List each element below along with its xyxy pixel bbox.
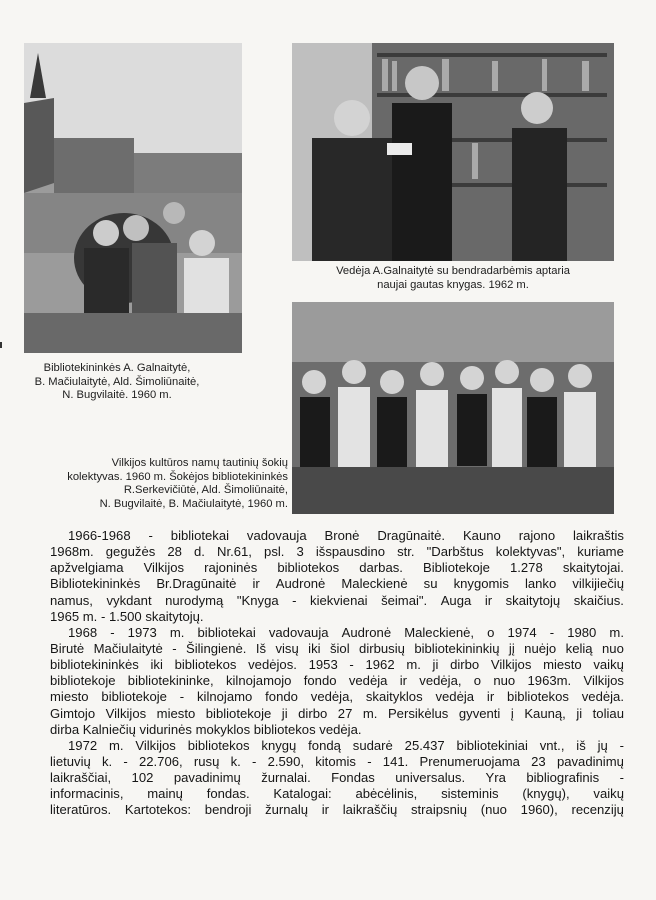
photo-library-interior: [292, 43, 614, 261]
caption-line: Vedėja A.Galnaitytė su bendradarbėmis aptaria: [336, 265, 570, 277]
body-line: laikraščiai, 102 pavadinimų žurnalai. Fondas universalus. Yra bibliografinis -: [50, 770, 624, 786]
body-line: miesto bibliotekoje - kilnojamo fondo vedėja, skaityklos vedėja ir bibliotekos vedėja.: [50, 689, 624, 705]
body-line: 1972 m. Vilkijos bibliotekos knygų fondą sudarė 25.437 bibliotekiniai vnt., iš jų -: [68, 737, 624, 753]
body-text: [50, 528, 624, 819]
caption-line: Bibliotekininkės A. Galnaitytė,: [43, 362, 191, 374]
body-line: 1968 - 1973 m. bibliotekai vadovauja Audronė Maleckienė, o 1974 - 1980 m.: [68, 624, 624, 640]
photo-dance-collective: [292, 302, 614, 514]
body-line: Bibliotekininkės Br.Dragūnaitė ir Audronė Maleckienė su knygomis lanko vilkijiečių: [50, 576, 624, 592]
body-line: Birutė Mačiulaitytė - Šilingienė. Iš visų iki šiol dirbusių bibliotekininkių jį nuėjo kelią nuo: [50, 640, 624, 656]
photo-caption-librarians: [0, 362, 234, 403]
photo-librarians-outdoor: [24, 43, 242, 353]
body-line: Gimtojo Vilkijos miesto bibliotekoje ji dirbo 27 m. Persikėlus gyventi į Kauną, ji toliau: [50, 705, 624, 721]
caption-line: Vilkijos kultūros namų tautinių šokių: [111, 457, 288, 469]
caption-line: R.Serkevičiūtė, Ald. Šimoliūnaitė,: [123, 484, 288, 497]
scan-artifact: [0, 342, 2, 348]
body-line: lietuvių k. - 22.706, rusų k. - 2.590, kitomis - 141. Prenumeruojama 23 pavadinimų: [50, 753, 624, 769]
body-line: apžvelgiama Vilkijos rajoninės bibliotekos darbas. Bibliotekoje 1.278 skaitytojai.: [50, 560, 624, 576]
caption-line: N. Bugvilaitė, B. Mačiulaitytė, 1960 m.: [99, 497, 288, 510]
body-line: dirba Kalniečių vidurinės mokyklos bibliotekos vedėja.: [50, 721, 362, 737]
body-line: 1968m. gegužės 28 d. Nr.61, psl. 3 išspausdino str. "Darbštus kolektyvas", kuriame: [50, 544, 624, 560]
caption-line: B. Mačiulaitytė, Ald. Šimoliūnaitė,: [34, 375, 200, 388]
caption-line: kolektyvas. 1960 m. Šokėjos bibliotekininkės: [67, 470, 288, 483]
body-line: informacinis, mainų fondas. Katalogai: abėcėlinis, sisteminis (knygų), vaikų: [50, 786, 624, 802]
caption-line: naujai gautas knygas. 1962 m.: [377, 278, 529, 291]
body-line: 1966-1968 - bibliotekai vadovauja Bronė Dragūnaitė. Kauno rajono laikraštis: [68, 528, 624, 543]
caption-line: N. Bugvilaitė. 1960 m.: [62, 389, 172, 402]
photo-caption-library: [292, 265, 614, 292]
body-line: 1965 m. - 1.500 skaitytojų.: [50, 608, 204, 624]
body-line: literatūros. Kartotekos: bendroji žurnalų ir laikraščių straipsnių (nuo 1960), recenzijų: [50, 802, 624, 818]
body-line: bibliotekoje bibliotekininke, kilnojamojo fondo vedėja ir vedėja, o nuo 1963m. Vilkijos: [50, 673, 624, 689]
body-line: namus, vykdant nurodymą "Knyga - kiekvienai šeimai". Auga ir skaitytojų skaičius.: [50, 592, 624, 608]
photo-caption-dance: [40, 457, 288, 511]
body-line: bibliotekininkės iki bibliotekos vedėjos. 1953 - 1962 m. ji dirbo Vilkijos miesto vaikų: [50, 657, 624, 673]
